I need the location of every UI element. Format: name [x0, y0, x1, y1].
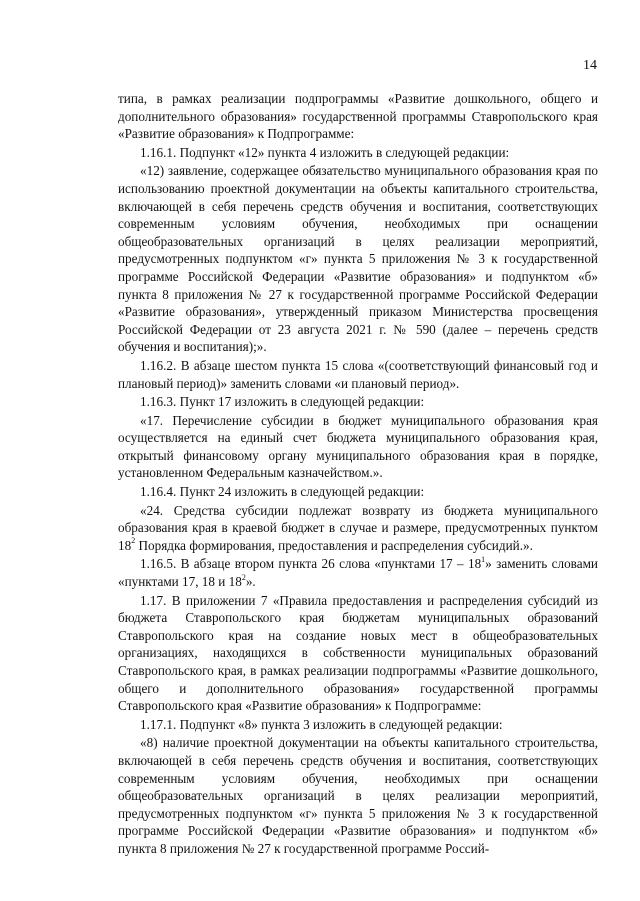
- page-number: 14: [583, 58, 597, 73]
- superscript: 1: [481, 555, 486, 565]
- paragraph-text: » заменить словами «пунктами 17, 18 и 18: [118, 556, 598, 590]
- paragraph: типа, в рамках реализации подпрограммы «Развитие дошкольного, общего и дополнительного образования» государственной программы Ставропольского края «Развитие образования» к Подпрограмме:: [118, 91, 598, 142]
- superscript: 2: [131, 536, 136, 546]
- paragraph: «12) заявление, содержащее обязательство муниципального образования края по использованию проектной документации на объекты капитального строительства, включающей в себя перечень средств обучения и воспитания, соответствующих современным условиям обучения, необходимых при оснащении общеобразовательных организаций в целях реализации мероприятий, предусмотренных подпунктом «г» пункта 5 приложения № 3 к государственной программе Российской Федерации «Развитие образования» и подпунктом «б» пункта 8 приложения № 27 к государственной программе Российской Федерации «Развитие образования», утвержденный приказом Министерства просвещения Российской Федерации от 23 августа 2021 г. № 590 (далее – перечень средств обучения и воспитания);».: [118, 163, 598, 355]
- paragraph: 1.16.3. Пункт 17 изложить в следующей редакции:: [140, 394, 425, 410]
- paragraph: 1.17.1. Подпункт «8» пункта 3 изложить в следующей редакции:: [140, 716, 503, 732]
- paragraph: «8) наличие проектной документации на объекты капитального строительства, включающей в себя перечень средств обучения и воспитания, соответствующих современным условиям обучения, необходимых при оснащении общеобразовательных организаций в целях реализации мероприятий, предусмотренных подпунктом «г» пункта 5 приложения № 3 к государственной программе Российской Федерации «Развитие образования» и подпунктом «б» пункта 8 приложения № 27 к государственной программе Россий-: [118, 735, 598, 856]
- paragraph: 1.16.4. Пункт 24 изложить в следующей редакции:: [140, 484, 425, 500]
- paragraph: 1.17. В приложении 7 «Правила предоставления и распределения субсидий из бюджета Ставропольского края бюджетам муниципальных образований Ставропольского края на создание новых мест в общеобразовательных организациях, находящихся в собственности муниципальных образований Ставропольского края, в рамках реализации подпрограммы «Развитие дошкольного, общего и дополнительного образования» государственной программы Ставропольского края «Развитие образования» к Подпрограмме:: [118, 592, 598, 714]
- paragraph-text: 1.16.5. В абзаце втором пункта 26 слова «пунктами 17 – 18: [140, 556, 482, 572]
- paragraph: [118, 502, 598, 555]
- paragraph-text: Порядка формирования, предоставления и распределения субсидий.».: [135, 537, 533, 553]
- superscript: 2: [241, 572, 246, 582]
- paragraph: 1.16.1. Подпункт «12» пункта 4 изложить в следующей редакции:: [140, 144, 510, 160]
- paragraph: 1.16.2. В абзаце шестом пункта 15 слова «(соответствующий финансовый год и плановый период)» заменить словами «и плановый период».: [118, 357, 598, 391]
- paragraph: [118, 555, 598, 590]
- document-body: [118, 90, 598, 858]
- paragraph-text: ».: [245, 574, 256, 590]
- paragraph-text: «24. Средства субсидии подлежат возврату из бюджета муниципального образования края в краевой бюджет в случае и размере, предусмотренных пунктом 18: [118, 502, 598, 553]
- paragraph: «17. Перечисление субсидии в бюджет муниципального образования края осуществляется на единый счет бюджета муниципального образования края, открытый финансовому органу муниципального образования края в порядке, установленном Федеральным казначейством.».: [118, 412, 598, 481]
